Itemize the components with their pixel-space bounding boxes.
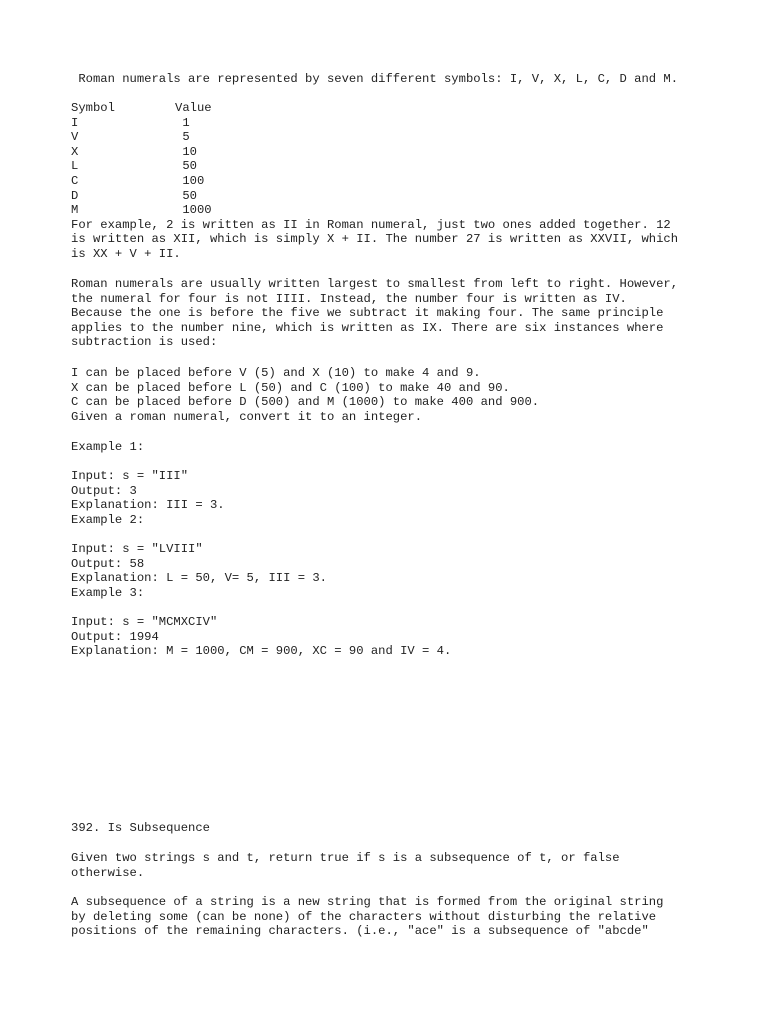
- roman-symbol-table: [71, 101, 678, 262]
- paragraph-line: Given two strings s and t, return true if s is a subsequence of t, or false: [71, 851, 620, 865]
- value-cell: 5: [175, 130, 190, 145]
- rule-line: Given a roman numeral, convert it to an integer.: [71, 409, 423, 424]
- example-line: Example 3:: [71, 585, 145, 600]
- example-line: Output: 58: [71, 556, 145, 571]
- value-cell: 50: [175, 159, 197, 174]
- header-symbol: Symbol: [71, 101, 115, 115]
- problem-392-paragraph-2: [71, 895, 663, 939]
- example-line: Output: 1994: [71, 629, 159, 644]
- example-line: Input: s = "III": [71, 469, 189, 483]
- paragraph-line: For example, 2 is written as II in Roman numeral, just two ones added together. 12: [71, 217, 671, 232]
- problem-392-paragraph-1: [71, 851, 620, 880]
- table-row: [71, 145, 678, 160]
- subtraction-paragraph: [71, 277, 678, 350]
- example-1-heading: [71, 440, 144, 455]
- symbol-cell: L: [71, 159, 79, 174]
- rule-line: I can be placed before V (5) and X (10) to make 4 and 9.: [71, 366, 481, 380]
- problem-392-title: [71, 821, 210, 836]
- paragraph-line: the numeral for four is not IIII. Instead, the number four is written as IV.: [71, 291, 627, 306]
- paragraph-line: by deleting some (can be none) of the characters without disturbing the relative: [71, 909, 657, 924]
- paragraph-line: applies to the number nine, which is written as IX. There are six instances where: [71, 320, 664, 335]
- paragraph-line: Because the one is before the five we subtract it making four. The same principle: [71, 306, 664, 321]
- paragraph-line: A subsequence of a string is a new string that is formed from the original string: [71, 895, 664, 909]
- example-line: Input: s = "LVIII": [71, 542, 203, 556]
- subtraction-rules: [71, 366, 539, 424]
- symbol-cell: V: [71, 130, 79, 145]
- paragraph-line: positions of the remaining characters. (i.e., "ace" is a subsequence of "abcde": [71, 924, 649, 939]
- example-line: Output: 3: [71, 483, 137, 498]
- table-row: [71, 174, 678, 189]
- symbol-cell: I: [71, 115, 79, 130]
- intro-line: Roman numerals are represented by seven different symbols: I, V, X, L, C, D and M.: [71, 72, 679, 86]
- example-line: Explanation: M = 1000, CM = 900, XC = 90 and IV = 4.: [71, 644, 452, 659]
- paragraph-line: is written as XII, which is simply X + II. The number 27 is written as XXVII, which: [71, 232, 679, 247]
- example-1-block: [71, 469, 225, 527]
- roman-intro: [71, 72, 678, 87]
- table-row: [71, 116, 678, 131]
- paragraph-line: subtraction is used:: [71, 335, 218, 350]
- header-value: Value: [175, 101, 212, 115]
- example-line: Explanation: L = 50, V= 5, III = 3.: [71, 571, 327, 586]
- paragraph-line: Roman numerals are usually written largest to smallest from left to right. However,: [71, 277, 679, 291]
- symbol-cell: C: [71, 173, 79, 188]
- value-cell: 50: [175, 188, 197, 203]
- value-cell: 100: [175, 173, 205, 188]
- example-line: Input: s = "MCMXCIV": [71, 615, 218, 629]
- section-title: 392. Is Subsequence: [71, 821, 210, 835]
- value-cell: 10: [175, 144, 197, 159]
- paragraph-line: is XX + V + II.: [71, 246, 181, 261]
- paragraph-line: otherwise.: [71, 865, 145, 880]
- value-cell: 1000: [175, 203, 212, 218]
- value-cell: 1: [175, 115, 190, 130]
- example-title: Example 1:: [71, 440, 145, 454]
- table-row: [71, 203, 678, 218]
- symbol-cell: X: [71, 144, 79, 159]
- example-line: Explanation: III = 3.: [71, 498, 225, 513]
- table-header-row: [71, 101, 678, 116]
- table-row: [71, 189, 678, 204]
- table-row: [71, 130, 678, 145]
- symbol-cell: M: [71, 203, 79, 218]
- table-row: [71, 159, 678, 174]
- rule-line: C can be placed before D (500) and M (1000) to make 400 and 900.: [71, 395, 540, 410]
- rule-line: X can be placed before L (50) and C (100) to make 40 and 90.: [71, 380, 510, 395]
- example-3-block: [71, 615, 451, 659]
- example-line: Example 2:: [71, 512, 145, 527]
- symbol-cell: D: [71, 188, 79, 203]
- example-2-block: [71, 542, 327, 600]
